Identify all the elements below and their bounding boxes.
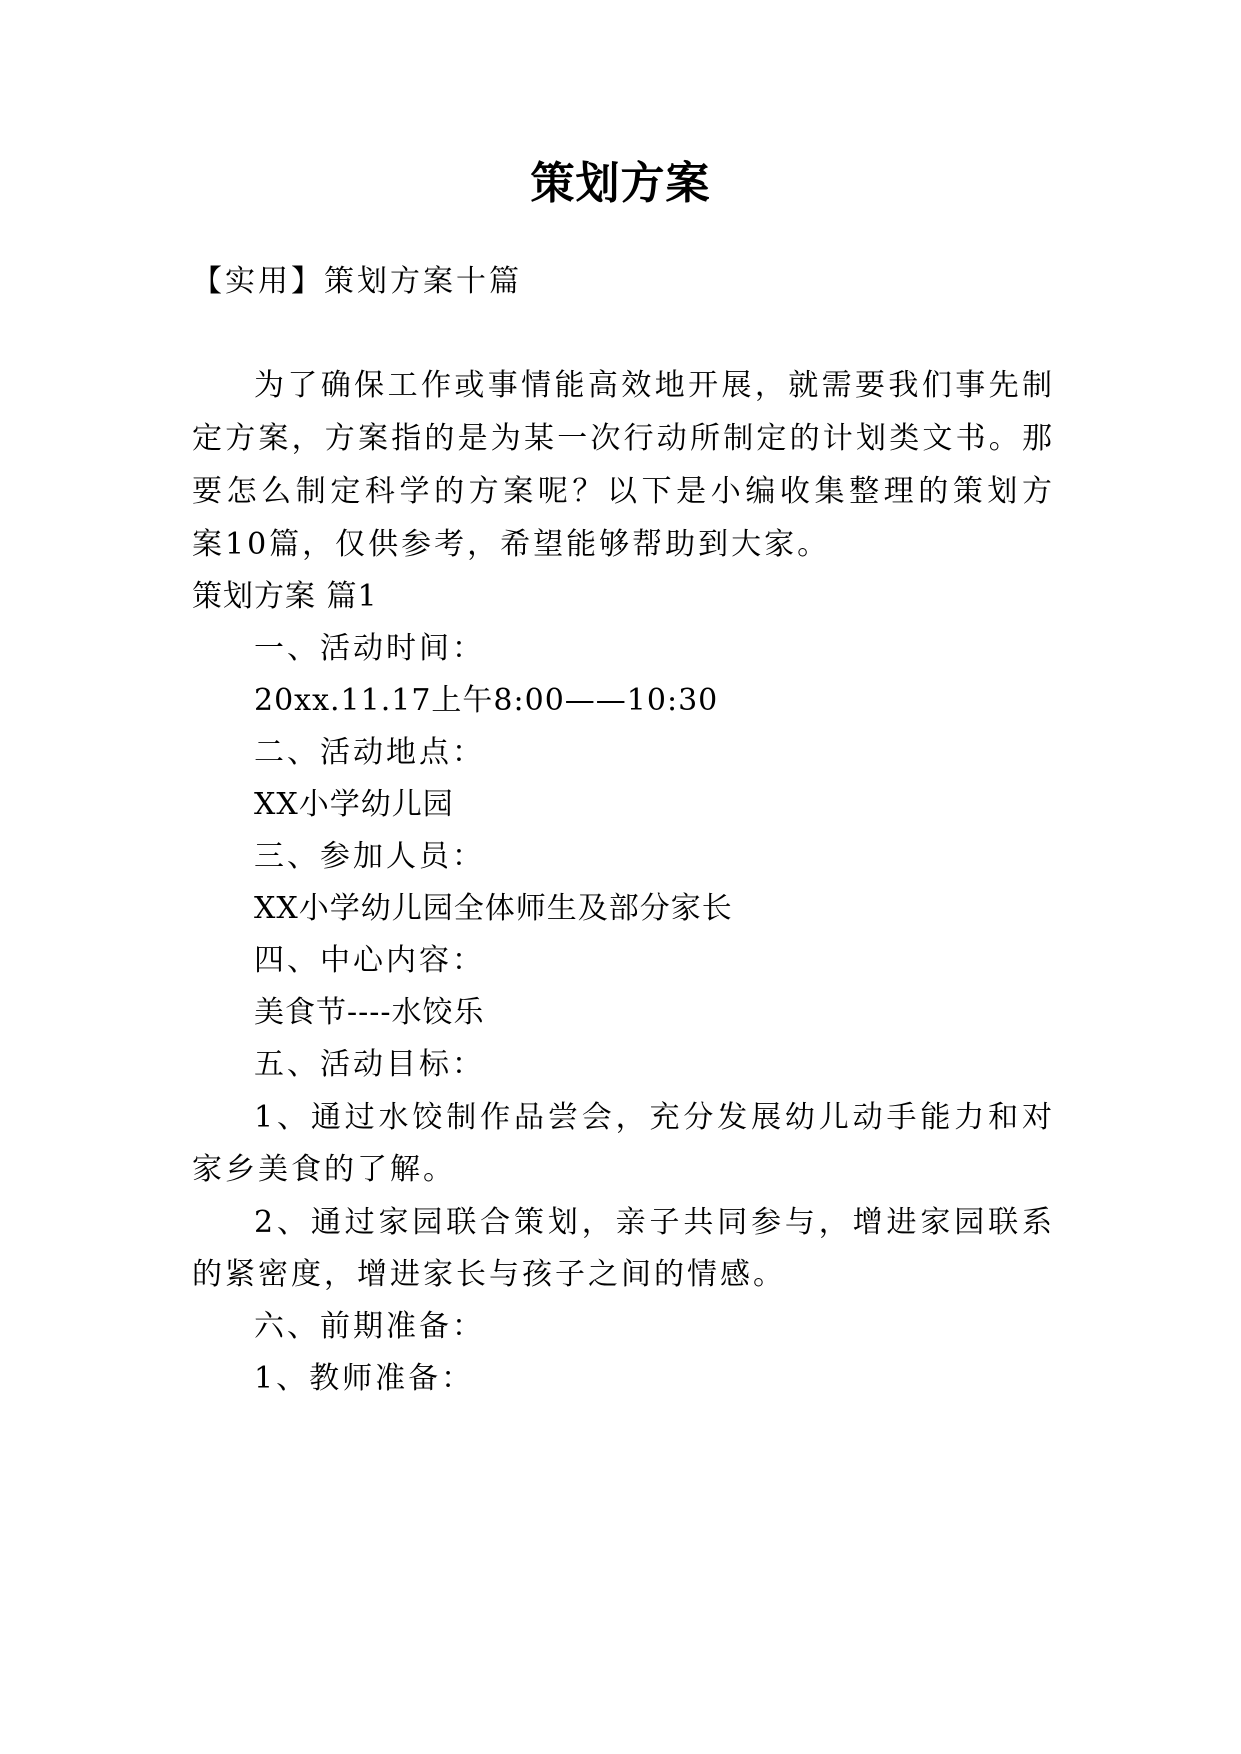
goal-line: 的紧密度，增进家长与孩子之间的情感。	[192, 1257, 786, 1292]
goal-line: 家乡美食的了解。	[192, 1152, 456, 1187]
item-text: XX小学幼儿园	[254, 787, 454, 822]
intro-line: 定方案，方案指的是为某一次行动所制定的计划类文书。那	[192, 421, 1052, 456]
item-heading: 四、中心内容：	[254, 943, 485, 978]
item-heading: 二、活动地点：	[254, 735, 485, 770]
item-heading: 一、活动时间：	[254, 631, 485, 666]
document-title: 策划方案	[530, 158, 711, 209]
goal-line: 2、通过家园联合策划，亲子共同参与，增进家园联系	[254, 1205, 1052, 1240]
item-text: 20xx.11.17上午8:00——10:30	[254, 683, 719, 718]
item-heading: 三、参加人员：	[254, 839, 485, 874]
intro-line: 要怎么制定科学的方案呢？以下是小编收集整理的策划方	[192, 474, 1052, 509]
item-heading: 六、前期准备：	[254, 1309, 485, 1344]
item-text: 美食节----水饺乐	[254, 995, 485, 1030]
intro-line: 案10篇，仅供参考，希望能够帮助到大家。	[192, 527, 831, 562]
item-heading: 1、教师准备：	[254, 1361, 475, 1396]
item-text: XX小学幼儿园全体师生及部分家长	[254, 891, 733, 926]
document-subtitle: 【实用】策划方案十篇	[192, 264, 522, 299]
section-heading: 策划方案 篇1	[192, 579, 378, 614]
goal-line: 1、通过水饺制作品尝会，充分发展幼儿动手能力和对	[254, 1100, 1052, 1135]
intro-line: 为了确保工作或事情能高效地开展，就需要我们事先制	[254, 368, 1052, 403]
item-heading: 五、活动目标：	[254, 1047, 485, 1082]
